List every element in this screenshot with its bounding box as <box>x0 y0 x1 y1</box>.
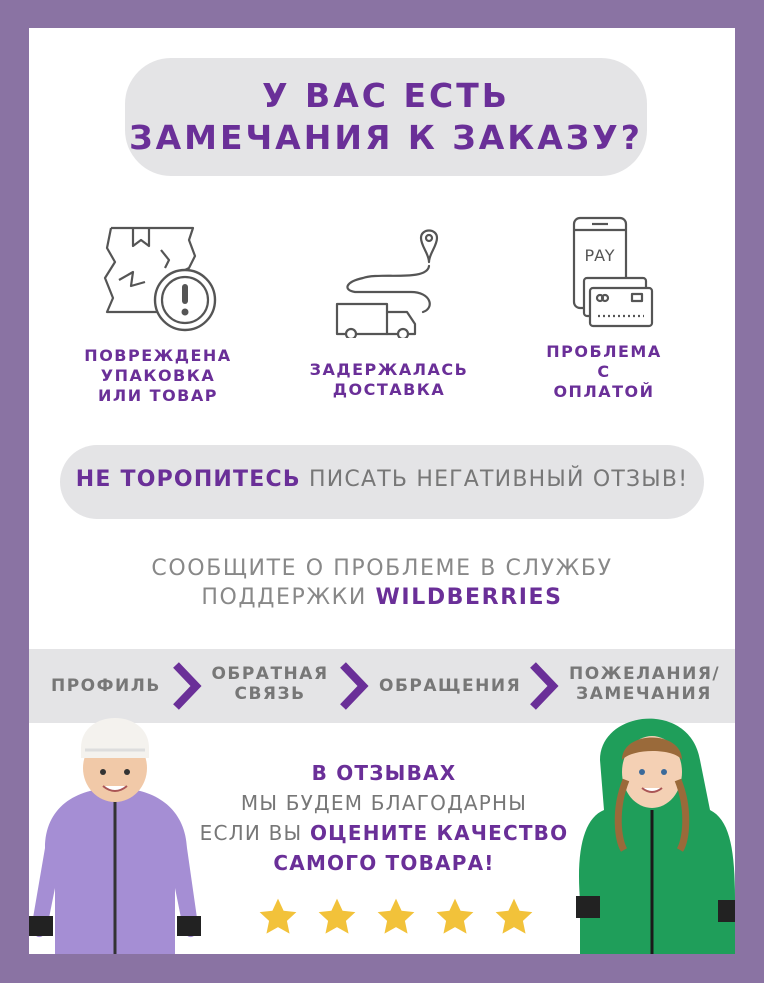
warning-pill <box>60 445 704 519</box>
title-pill <box>125 58 647 176</box>
chevron-right-icon <box>339 661 369 711</box>
issue-delivery <box>289 220 489 400</box>
issue-payment <box>504 216 704 402</box>
payment-icon <box>544 216 664 334</box>
review-line-1: В ОТЗЫВАХ <box>311 761 457 785</box>
support-message <box>29 554 735 612</box>
delivery-truck-icon <box>319 220 459 338</box>
child-green-hoodie-photo <box>570 700 735 954</box>
star-icon <box>316 896 358 938</box>
star-icon <box>434 896 476 938</box>
star-icon <box>493 896 535 938</box>
title-line-1: У ВАС ЕСТЬ <box>262 76 510 115</box>
warning-text: НЕ ТОРОПИТЕСЬ ПИСАТЬ НЕГАТИВНЫЙ ОТЗЫВ! <box>75 467 689 492</box>
star-icon <box>257 896 299 938</box>
review-line-3: ЕСЛИ ВЫ ОЦЕНИТЕ КАЧЕСТВО <box>199 821 569 845</box>
child-lilac-jumpsuit-photo <box>29 688 215 954</box>
path-step-profile: ПРОФИЛЬ <box>51 676 161 696</box>
infographic-card <box>29 28 735 954</box>
path-step-requests: ОБРАЩЕНИЯ <box>379 676 522 696</box>
support-line-1: СООБЩИТЕ О ПРОБЛЕМЕ В СЛУЖБУ <box>151 556 613 581</box>
chevron-right-icon <box>529 661 559 711</box>
path-step-wishes: ПОЖЕЛАНИЯ/ ЗАМЕЧАНИЯ <box>569 664 721 704</box>
damaged-box-icon <box>93 220 223 338</box>
rating-stars <box>257 896 547 940</box>
page-title <box>125 75 647 159</box>
support-line-2: ПОДДЕРЖКИ WILDBERRIES <box>201 585 563 610</box>
path-step-feedback: ОБРАТНАЯ СВЯЗЬ <box>211 664 329 704</box>
wildberries-brand: WILDBERRIES <box>375 585 563 610</box>
issue-damaged <box>58 220 258 406</box>
issue-payment-label: ПРОБЛЕМА С ОПЛАТОЙ <box>546 342 662 401</box>
issue-delivery-label: ЗАДЕРЖАЛАСЬ ДОСТАВКА <box>309 360 469 399</box>
review-line-2: МЫ БУДЕМ БЛАГОДАРНЫ <box>240 791 528 815</box>
review-request <box>189 758 579 878</box>
svg-text:PAY: PAY <box>584 246 616 265</box>
title-line-2: ЗАМЕЧАНИЯ К ЗАКАЗУ? <box>129 118 643 157</box>
star-icon <box>375 896 417 938</box>
issue-damaged-label: ПОВРЕЖДЕНА УПАКОВКА ИЛИ ТОВАР <box>84 346 232 405</box>
review-line-4: САМОГО ТОВАРА! <box>273 851 495 875</box>
